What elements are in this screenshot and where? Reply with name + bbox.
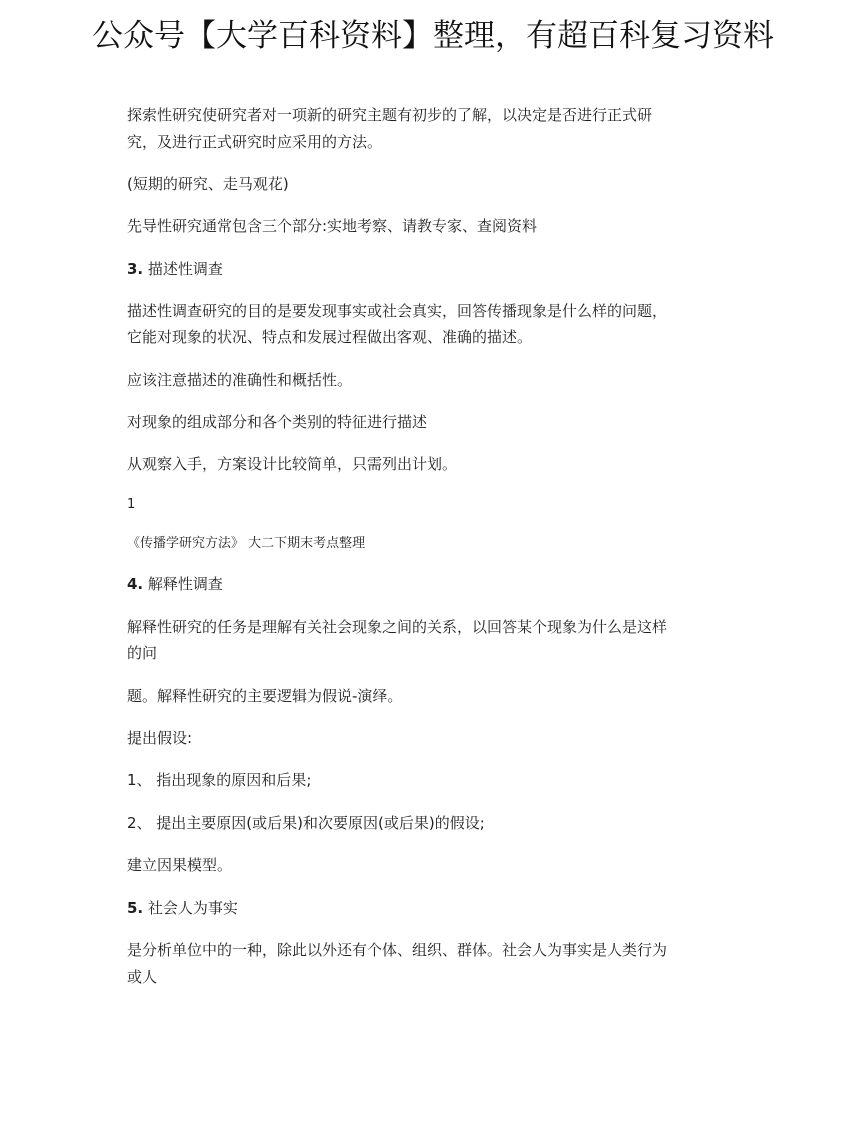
section-heading-3	[127, 256, 223, 282]
section-number: 3.	[127, 260, 144, 278]
paragraph-observation: 从观察入手，方案设计比较简单，只需列出计划。	[127, 455, 458, 473]
running-title: 《传播学研究方法》 大二下期末考点整理	[127, 536, 366, 551]
section-title: 社会人为事实	[147, 899, 238, 917]
section-title: 解释性调查	[147, 575, 223, 593]
page-header-title: 公众号【大学百科资料】整理，有超百科复习资料	[92, 18, 774, 54]
section-heading-4	[127, 571, 223, 597]
paragraph-accuracy: 应该注意描述的准确性和概括性。	[127, 371, 353, 389]
paragraph-hypothesis-logic: 题。解释性研究的主要逻辑为假说-演绎。	[127, 687, 403, 705]
list-item-2: 2、 提出主要原因(或后果)和次要原因(或后果)的假设;	[127, 814, 485, 832]
paragraph-exploratory-line2: 究，及进行正式研究时应采用的方法。	[127, 133, 383, 151]
paragraph-pilot-study: 先导性研究通常包含三个部分:实地考察、请教专家、查阅资料	[127, 217, 538, 235]
section-number: 5.	[127, 899, 144, 917]
paragraph-explanatory-line2: 的问	[127, 644, 158, 662]
paragraph-descriptive-line2: 它能对现象的状况、特点和发展过程做出客观、准确的描述。	[127, 328, 533, 346]
paragraph-components: 对现象的组成部分和各个类别的特征进行描述	[127, 413, 428, 431]
paragraph-social-artifact-line1: 是分析单位中的一种，除此以外还有个体、组织、群体。社会人为事实是人类行为	[127, 941, 668, 959]
paragraph-short-study: (短期的研究、走马观花)	[127, 175, 289, 193]
paragraph-causal-model: 建立因果模型。	[127, 856, 233, 874]
paragraph-descriptive-line1: 描述性调查研究的目的是要发现事实或社会真实，回答传播现象是什么样的问题，	[127, 302, 668, 320]
paragraph-social-artifact-line2: 或人	[127, 968, 158, 986]
paragraph-propose-hypothesis: 提出假设:	[127, 729, 193, 747]
section-number: 4.	[127, 575, 144, 593]
paragraph-exploratory-line1: 探索性研究使研究者对一项新的研究主题有初步的了解，以决定是否进行正式研	[127, 106, 653, 124]
page-number: 1	[127, 497, 136, 512]
list-item-1: 1、 指出现象的原因和后果;	[127, 771, 312, 789]
paragraph-explanatory-line1: 解释性研究的任务是理解有关社会现象之间的关系，以回答某个现象为什么是这样	[127, 618, 668, 636]
section-title: 描述性调查	[147, 260, 223, 278]
section-heading-5	[127, 895, 238, 921]
